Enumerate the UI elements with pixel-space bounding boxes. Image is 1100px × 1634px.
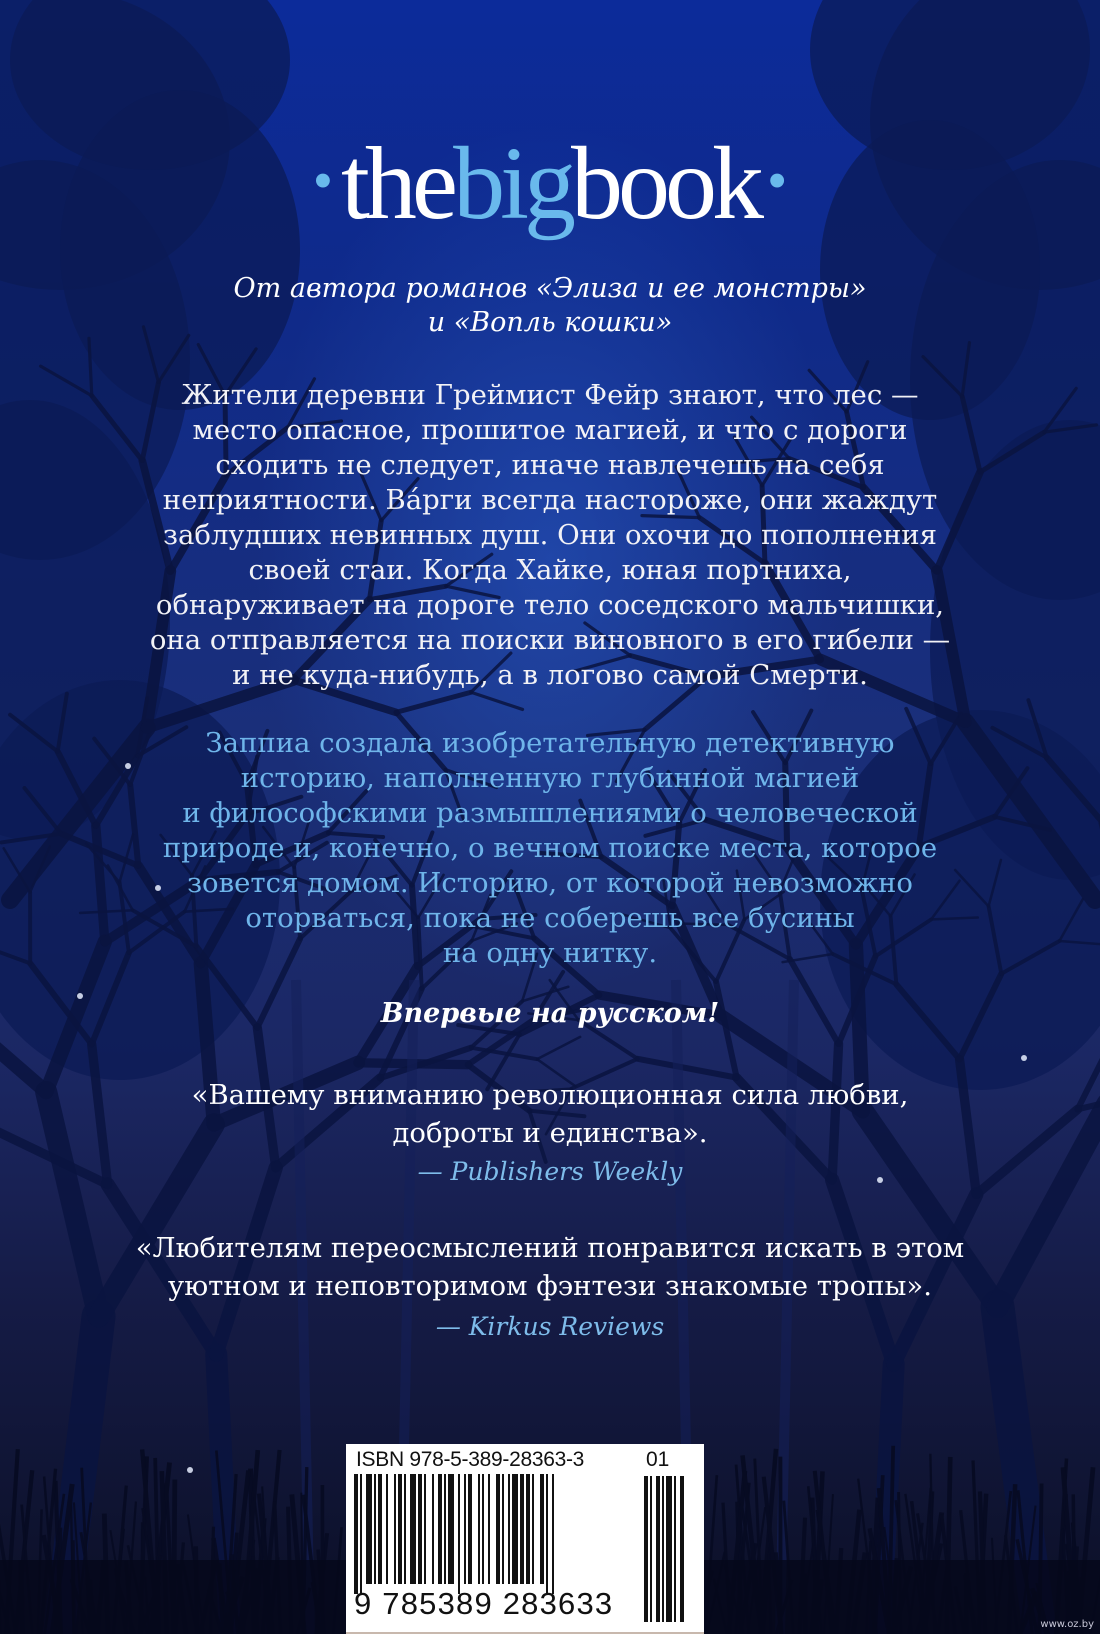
review-source: — Publishers Weekly	[417, 1157, 683, 1186]
barcode-bar	[512, 1474, 518, 1584]
barcode-bar	[464, 1474, 466, 1584]
barcode-bar	[478, 1474, 480, 1584]
review-quote	[80, 1229, 1020, 1305]
tagline-line: От автора романов «Элиза и ее монстры»	[233, 273, 867, 304]
quote-line: «Любителям переосмыслений понравится искать в этом	[135, 1232, 965, 1264]
barcode-bar	[374, 1474, 376, 1584]
barcode-bar	[432, 1474, 434, 1584]
barcode-bar	[532, 1474, 534, 1584]
barcode-bar	[424, 1474, 426, 1584]
barcode-bar	[540, 1474, 544, 1584]
barcode-addon-bar	[666, 1476, 672, 1622]
barcode-bar	[354, 1474, 358, 1594]
isbn-barcode	[346, 1444, 704, 1632]
praise-line: историю, наполненную глубинной магией	[240, 762, 860, 794]
barcode-bar	[398, 1474, 402, 1584]
barcode-addon: 01	[646, 1448, 670, 1471]
barcode-bar	[546, 1474, 548, 1594]
barcode-bar	[444, 1474, 446, 1584]
review-quote	[80, 1076, 1020, 1152]
synopsis-line: своей стаи. Когда Хайке, юная портниха,	[248, 554, 852, 586]
barcode-bar	[468, 1474, 472, 1584]
praise-line: зовется домом. Историю, от которой невозможно	[187, 867, 913, 899]
barcode-bar	[458, 1474, 460, 1594]
tree-branch	[638, 1059, 737, 1078]
barcode-bar	[394, 1474, 396, 1584]
synopsis	[100, 378, 1000, 693]
logo-dot-left: •	[312, 148, 334, 213]
barcode-digits: 9 785389 283633	[354, 1586, 614, 1621]
logo-big: big	[453, 126, 571, 241]
barcode-bar	[526, 1474, 530, 1584]
barcode-bar	[418, 1474, 422, 1584]
barcode-addon-bar	[644, 1476, 648, 1622]
barcode-addon-bar	[656, 1476, 660, 1622]
quote-line: уютном и неповторимом фэнтези знакомые тропы».	[168, 1270, 932, 1302]
logo-the: the	[341, 126, 454, 241]
barcode-bar	[438, 1474, 442, 1584]
tagline-line: и «Вопль кошки»	[427, 307, 673, 338]
synopsis-line: сходить не следует, иначе навлечешь на себя	[215, 449, 885, 481]
isbn-label: ISBN 978-5-389-28363-3	[356, 1448, 585, 1471]
synopsis-line: неприятности. Ва́рги всегда настороже, они жаждут	[162, 484, 938, 516]
barcode-addon-bar	[680, 1476, 684, 1622]
barcode-bar	[482, 1474, 484, 1584]
first-in-russian: Впервые на русском!	[380, 998, 720, 1029]
barcode-bar	[448, 1474, 454, 1584]
praise-line: и философскими размышлениями о человеческой	[182, 797, 918, 829]
barcode-bar	[386, 1474, 388, 1584]
synopsis-line: и не куда-нибудь, а в логово самой Смерти.	[232, 659, 868, 691]
synopsis-line: Жители деревни Греймист Фейр знают, что лес —	[181, 379, 919, 411]
praise-line: оторваться, пока не соберешь все бусины	[245, 902, 855, 934]
barcode-bar	[404, 1474, 406, 1584]
barcode-bar	[508, 1474, 510, 1584]
barcode-bar	[410, 1474, 416, 1584]
editorial-praise	[100, 726, 1000, 971]
synopsis-line: она отправляется на поиски виновного в его гибели —	[149, 624, 951, 656]
barcode-bar	[366, 1474, 372, 1584]
watermark: www.oz.by	[1040, 1619, 1094, 1630]
tree-branch	[537, 1037, 580, 1059]
firefly	[1021, 1055, 1027, 1061]
barcode-bar	[378, 1474, 382, 1584]
barcode-addon-bar	[650, 1476, 652, 1622]
barcode-addon-bar	[662, 1476, 664, 1622]
review-source: — Kirkus Reviews	[435, 1312, 665, 1341]
tree-branch	[396, 692, 471, 712]
barcode-bar	[488, 1474, 490, 1584]
barcode-bar	[552, 1474, 554, 1594]
publisher-logo	[0, 126, 1100, 241]
synopsis-line: место опасное, прошитое магией, и что с дороги	[192, 414, 908, 446]
praise-line: Заппиа создала изобретательную детективную	[205, 727, 895, 759]
barcode-bar	[360, 1474, 362, 1594]
quote-line: «Вашему вниманию революционная сила любви,	[191, 1079, 909, 1111]
synopsis-line: заблудших невинных душ. Они охочи до пополнения	[163, 519, 937, 551]
logo-book: book	[570, 126, 759, 241]
praise-line: природе и, конечно, о вечном поиске места, которое	[162, 832, 938, 864]
barcode-bar	[520, 1474, 524, 1584]
barcode-bar	[496, 1474, 500, 1584]
logo-dot-right: •	[766, 148, 788, 213]
synopsis-line: обнаруживает на дороге тело соседского мальчишки,	[155, 589, 945, 621]
barcode-addon-bar	[674, 1476, 676, 1622]
tree-branch	[471, 692, 523, 709]
firefly	[187, 1467, 193, 1473]
barcode-bar	[502, 1474, 504, 1584]
quote-line: доброты и единства».	[392, 1117, 708, 1149]
author-tagline	[0, 272, 1100, 340]
praise-line: на одну нитку.	[442, 937, 658, 969]
